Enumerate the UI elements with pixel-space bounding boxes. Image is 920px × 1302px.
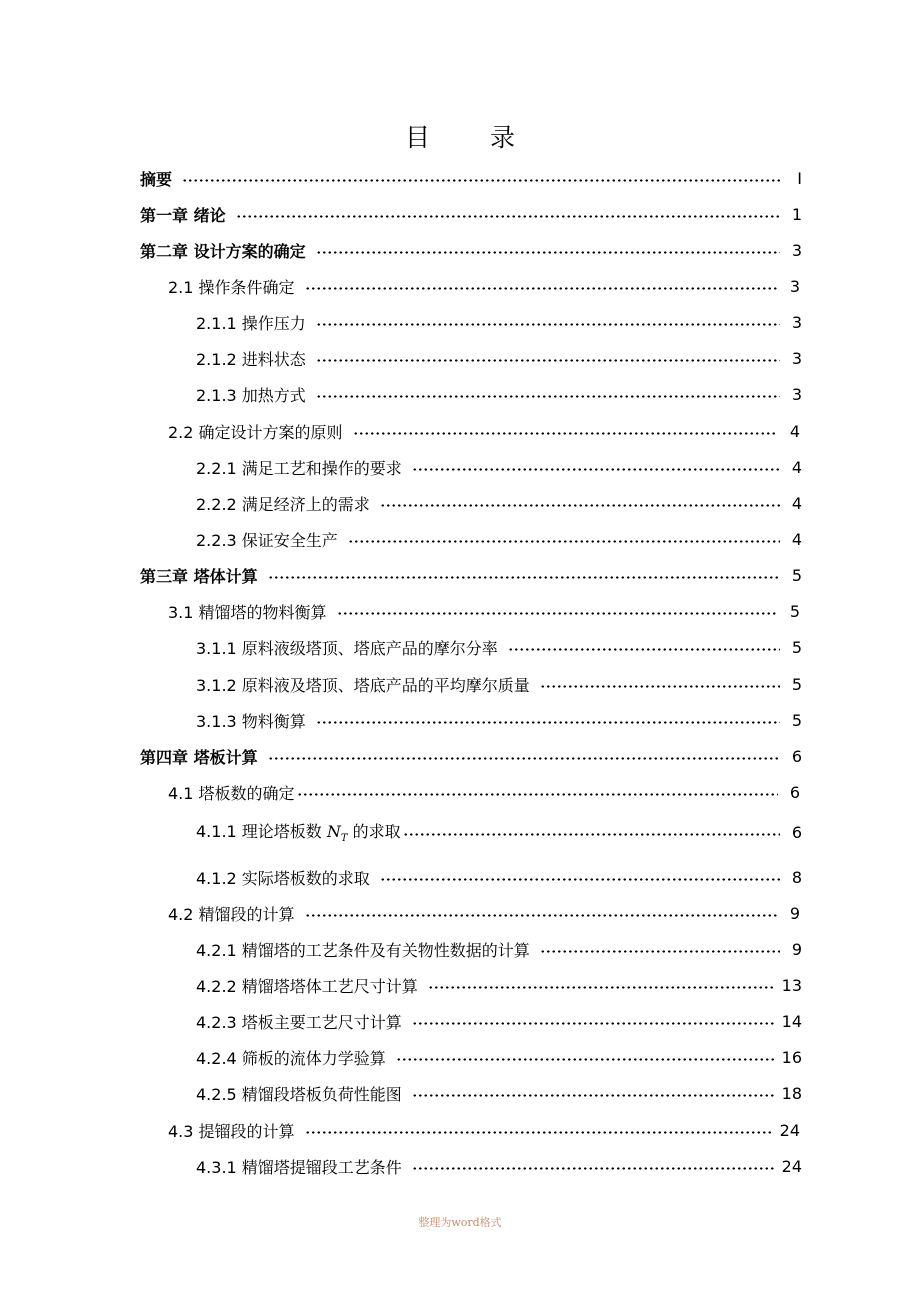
toc-entry-page: 13 <box>781 975 802 995</box>
footer-note: 整理为word格式 <box>418 1216 502 1229</box>
toc-entry-label: 第三章 塔体计算 <box>140 566 258 586</box>
dot-leader <box>412 1022 774 1025</box>
toc-entry-label-suffix: 的求取 <box>352 822 401 842</box>
toc-entry-label: 摘要 <box>140 169 173 189</box>
toc-entry[interactable] <box>140 744 802 768</box>
dot-leader <box>540 950 780 953</box>
toc-entry-page: 3 <box>791 384 802 404</box>
toc-entry-page: 18 <box>781 1083 802 1103</box>
toc-entry-label <box>196 819 401 844</box>
toc-entry-page: 14 <box>781 1011 802 1031</box>
toc-entry-label: 4.1 塔板数的确定 <box>168 783 295 803</box>
toc-entry[interactable] <box>140 202 802 226</box>
toc-entry-label: 4.2.3 塔板主要工艺尺寸计算 <box>196 1012 402 1032</box>
dot-leader <box>380 504 780 507</box>
toc-entry-label: 4.2.1 精馏塔的工艺条件及有关物性数据的计算 <box>196 940 530 960</box>
toc-entry[interactable] <box>196 708 802 732</box>
toc-entry-label: 3.1 精馏塔的物料衡算 <box>168 602 327 622</box>
toc-entry-label: 4.3.1 精馏塔提镏段工艺条件 <box>196 1157 402 1177</box>
toc-entry-page: 5 <box>791 565 802 585</box>
dot-leader <box>316 251 780 254</box>
dot-leader <box>353 432 778 435</box>
toc-entry[interactable] <box>168 599 800 623</box>
toc-entry-page: 5 <box>791 674 802 694</box>
dot-leader <box>412 1167 774 1170</box>
toc-entry-page: 3 <box>791 348 802 368</box>
toc-entry-label: 2.1 操作条件确定 <box>168 277 295 297</box>
toc-entry[interactable] <box>140 166 802 190</box>
toc-entry-label: 2.1.2 进料状态 <box>196 349 306 369</box>
dot-leader <box>412 1094 774 1097</box>
toc-entry-label: 4.2.2 精馏塔塔体工艺尺寸计算 <box>196 976 418 996</box>
toc-entry-label: 4.2.5 精馏段塔板负荷性能图 <box>196 1084 402 1104</box>
dot-leader <box>412 468 780 471</box>
toc-entry[interactable] <box>168 780 800 804</box>
toc-entry[interactable] <box>196 527 802 551</box>
toc-entry[interactable] <box>196 973 802 997</box>
toc-entry-page: 9 <box>791 939 802 959</box>
toc-entry[interactable] <box>196 455 802 479</box>
toc-entry-label: 4.2 精馏段的计算 <box>168 904 295 924</box>
toc-entry[interactable] <box>196 672 802 696</box>
dot-leader <box>297 793 778 796</box>
toc-entry-label: 4.1.2 实际塔板数的求取 <box>196 868 370 888</box>
toc-entry-label: 2.1.3 加热方式 <box>196 385 306 405</box>
nt-symbol <box>326 822 348 845</box>
toc-entry-page: 1 <box>791 204 802 224</box>
toc-entry-page: 9 <box>789 903 800 923</box>
toc-entry[interactable] <box>196 937 802 961</box>
nt-symbol-subscript: T <box>340 833 348 845</box>
toc-entry-page: 6 <box>791 822 802 842</box>
dot-leader <box>508 648 780 651</box>
toc-entry[interactable] <box>196 1154 802 1178</box>
toc-entry-page: 4 <box>791 457 802 477</box>
dot-leader <box>403 833 780 836</box>
toc-entry-label: 第二章 设计方案的确定 <box>140 241 306 261</box>
page-title: 目 录 <box>405 123 541 152</box>
toc-entry[interactable] <box>196 1045 802 1069</box>
toc-entry-label: 第四章 塔板计算 <box>140 747 258 767</box>
toc-entry-page: 3 <box>791 312 802 332</box>
toc-entry-label: 2.2.2 满足经济上的需求 <box>196 494 370 514</box>
toc-entry[interactable] <box>196 820 802 844</box>
toc-entry-page: 24 <box>779 1120 800 1140</box>
dot-leader <box>305 287 778 290</box>
dot-leader <box>316 721 780 724</box>
toc-entry-label: 4.2.4 筛板的流体力学验算 <box>196 1048 386 1068</box>
toc-entry-label-text: 4.1.1 理论塔板数 <box>196 822 322 842</box>
toc-entry-label: 3.1.1 原料液级塔顶、塔底产品的摩尔分率 <box>196 638 498 658</box>
toc-entry-page: I <box>797 168 802 188</box>
toc-entry[interactable] <box>196 1081 802 1105</box>
dot-leader <box>305 1131 772 1134</box>
dot-leader <box>268 757 780 760</box>
dot-leader <box>540 685 780 688</box>
toc-entry[interactable] <box>196 491 802 515</box>
toc-entry-label: 2.2.1 满足工艺和操作的要求 <box>196 458 402 478</box>
toc-entry[interactable] <box>196 382 802 406</box>
nt-symbol-letter: N <box>326 822 341 842</box>
toc-entry-page: 8 <box>791 867 802 887</box>
dot-leader <box>316 395 780 398</box>
dot-leader <box>236 215 780 218</box>
toc-entry-label: 3.1.3 物料衡算 <box>196 711 306 731</box>
toc-entry[interactable] <box>196 1009 802 1033</box>
toc-entry[interactable] <box>196 635 802 659</box>
toc-entry-page: 16 <box>781 1047 802 1067</box>
toc-entry-page: 4 <box>791 493 802 513</box>
dot-leader <box>380 878 780 881</box>
dot-leader <box>316 323 780 326</box>
toc-entry-label: 2.2 确定设计方案的原则 <box>168 422 343 442</box>
toc-entry-page: 3 <box>789 276 800 296</box>
toc-entry-page: 4 <box>791 529 802 549</box>
toc-entry-label: 4.3 提镏段的计算 <box>168 1121 295 1141</box>
toc-entry-label: 2.1.1 操作压力 <box>196 313 306 333</box>
toc-entry-page: 4 <box>789 421 800 441</box>
toc-entry[interactable] <box>140 563 802 587</box>
dot-leader <box>316 359 780 362</box>
dot-leader <box>396 1058 774 1061</box>
dot-leader <box>182 179 780 182</box>
dot-leader <box>305 914 778 917</box>
toc-entry[interactable] <box>196 865 802 889</box>
toc-entry[interactable] <box>168 1118 800 1142</box>
toc-entry-page: 5 <box>789 601 800 621</box>
toc-entry-page: 5 <box>791 637 802 657</box>
toc-entry[interactable] <box>140 238 802 262</box>
toc-entry[interactable] <box>168 274 800 298</box>
dot-leader <box>348 540 780 543</box>
toc-entry-page: 24 <box>781 1156 802 1176</box>
toc-entry[interactable] <box>196 346 802 370</box>
toc-entry-page: 5 <box>791 710 802 730</box>
toc-entry-label: 第一章 绪论 <box>140 205 226 225</box>
dot-leader <box>337 612 778 615</box>
toc-entry[interactable] <box>168 901 800 925</box>
dot-leader <box>268 576 780 579</box>
toc-entry-page: 6 <box>791 746 802 766</box>
toc-entry-label: 3.1.2 原料液及塔顶、塔底产品的平均摩尔质量 <box>196 675 530 695</box>
toc-entry[interactable] <box>196 310 802 334</box>
toc-entry-label: 2.2.3 保证安全生产 <box>196 530 338 550</box>
toc-entry[interactable] <box>168 419 800 443</box>
dot-leader <box>428 986 774 989</box>
toc-entry-page: 6 <box>789 782 800 802</box>
toc-entry-page: 3 <box>791 240 802 260</box>
